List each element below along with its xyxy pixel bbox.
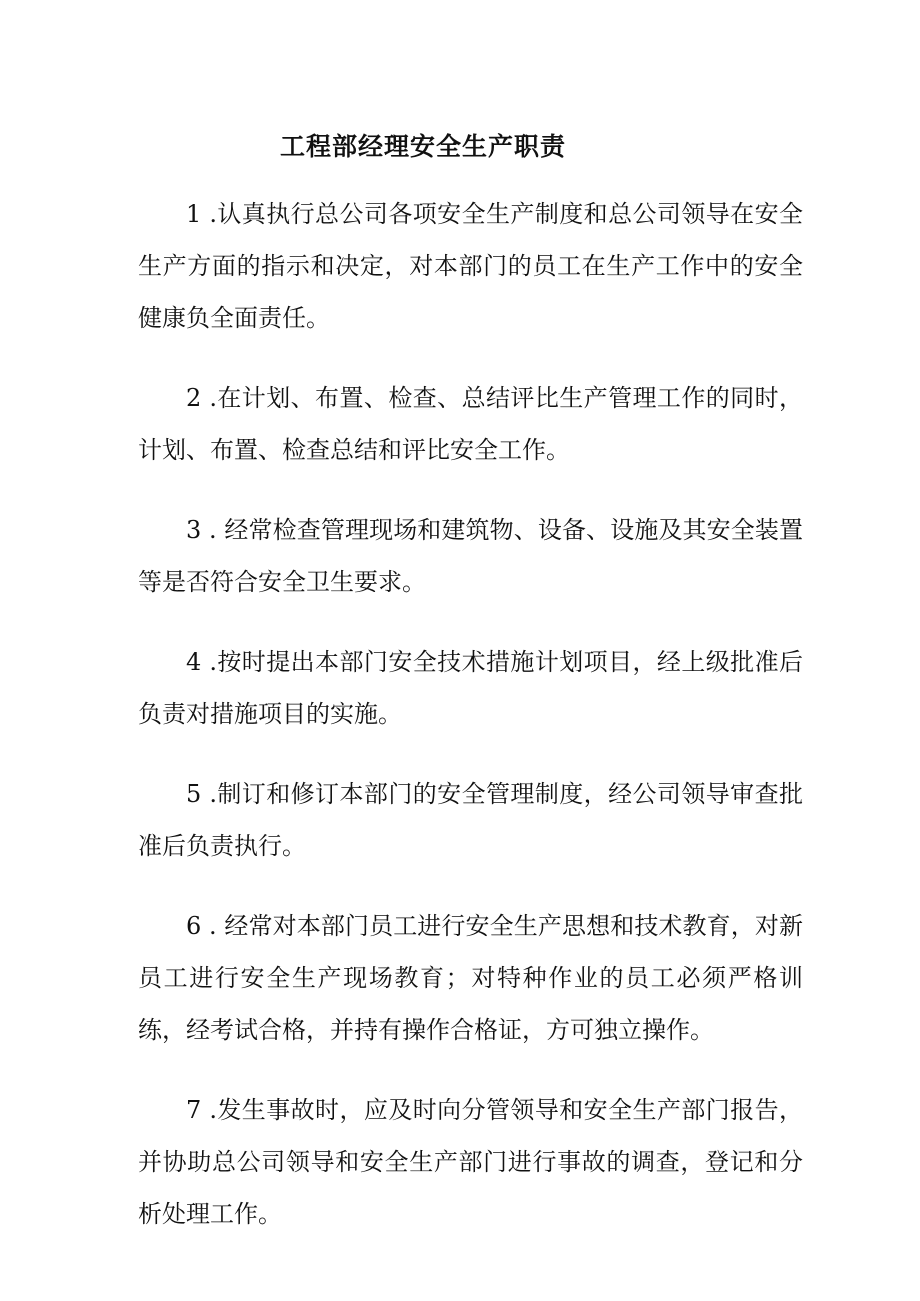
item-text: 经常检查管理现场和建筑物、设备、设施及其安全装置等是否符合安全卫生要求。: [138, 516, 804, 596]
duty-item-1: [138, 188, 803, 344]
document-title: 工程部经理安全生产职责: [279, 132, 566, 161]
item-number: 6: [186, 912, 202, 940]
item-text: 发生事故时，应及时向分管领导和安全生产部门报告，并协助总公司领导和安全生产部门进行事故的调查，登记和分析处理工作。: [138, 1096, 804, 1228]
duty-item-7: [138, 1084, 803, 1240]
item-number: 3: [186, 516, 202, 544]
document-body: [138, 188, 803, 1268]
item-text: 按时提出本部门安全技术措施计划项目，经上级批准后负责对措施项目的实施。: [138, 648, 804, 728]
item-text: 认真执行总公司各项安全生产制度和总公司领导在安全生产方面的指示和决定，对本部门的员工在生产工作中的安全健康负全面责任。: [138, 200, 804, 332]
item-separator: .: [201, 516, 225, 544]
duty-item-4: [138, 636, 803, 740]
item-separator: .: [201, 200, 217, 228]
item-separator: .: [201, 780, 217, 808]
item-separator: .: [201, 384, 217, 412]
item-number: 4: [186, 648, 202, 676]
item-separator: .: [201, 648, 217, 676]
item-text: 在计划、布置、检查、总结评比生产管理工作的同时，计划、布置、检查总结和评比安全工作。: [138, 384, 804, 464]
duty-item-5: [138, 768, 803, 872]
item-number: 2: [186, 384, 202, 412]
duty-item-3: [138, 504, 803, 608]
item-number: 1: [186, 200, 202, 228]
item-text: 制订和修订本部门的安全管理制度，经公司领导审查批准后负责执行。: [138, 780, 804, 860]
item-number: 5: [186, 780, 202, 808]
item-separator: .: [201, 1096, 217, 1124]
item-number: 7: [186, 1096, 202, 1124]
item-separator: .: [201, 912, 225, 940]
duty-item-6: [138, 900, 803, 1056]
item-text: 经常对本部门员工进行安全生产思想和技术教育，对新员工进行安全生产现场教育；对特种作业的员工必须严格训练，经考试合格，并持有操作合格证，方可独立操作。: [138, 912, 804, 1044]
duty-item-2: [138, 372, 803, 476]
